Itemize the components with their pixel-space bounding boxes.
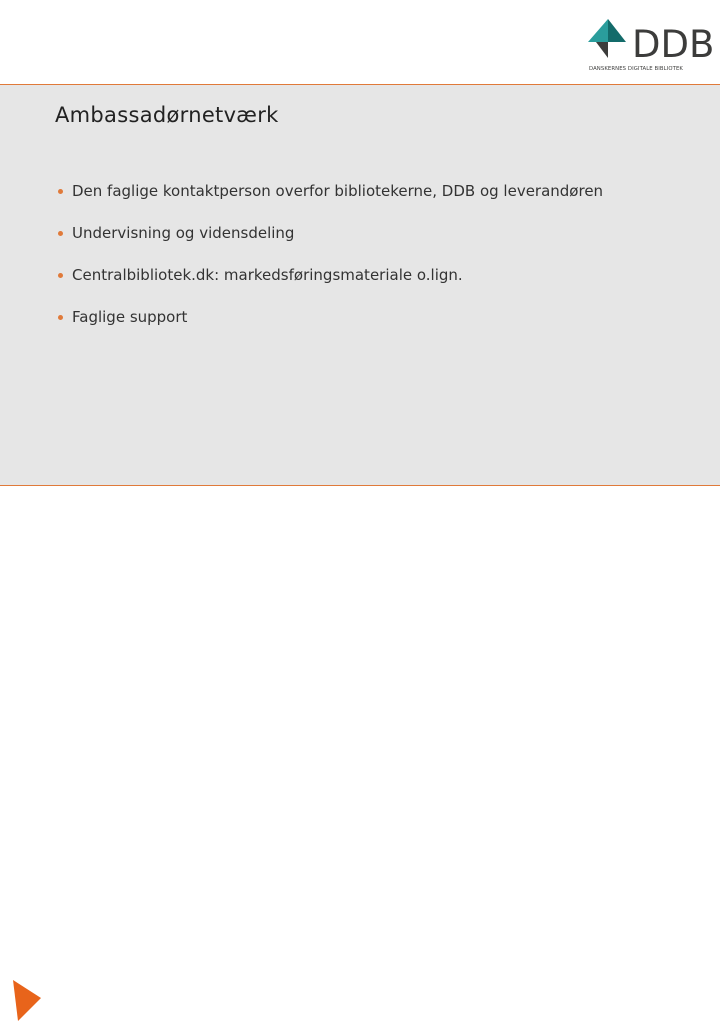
bullet-text: Den faglige kontaktperson overfor bibliotekerne, DDB og leverandøren: [72, 182, 604, 200]
bullet-item: [58, 307, 618, 327]
logo-wordmark: DDB: [632, 23, 715, 66]
ddb-logo: [586, 16, 715, 74]
bullet-dot-icon: [58, 189, 63, 194]
ddb-logo-mark-icon: [586, 16, 630, 62]
bullet-text: Centralbibliotek.dk: markedsføringsmateriale o.lign.: [72, 266, 463, 284]
logo-tagline: DANSKERNES DIGITALE BIBLIOTEK: [589, 66, 683, 72]
bullet-dot-icon: [58, 231, 63, 236]
bullet-text: Undervisning og vidensdeling: [72, 224, 295, 242]
bullet-dot-icon: [58, 273, 63, 278]
bullet-item: [58, 223, 618, 243]
slide-header: [0, 0, 720, 84]
bullet-dot-icon: [58, 315, 63, 320]
slide-footer: [0, 486, 720, 540]
bullet-item: [58, 181, 618, 201]
bullet-item: [58, 265, 618, 285]
bullet-text: Faglige support: [72, 308, 188, 326]
bullet-list: [58, 181, 618, 327]
slide-title: Ambassadørnetværk: [55, 103, 279, 127]
orange-arrow-icon: [12, 978, 42, 1022]
